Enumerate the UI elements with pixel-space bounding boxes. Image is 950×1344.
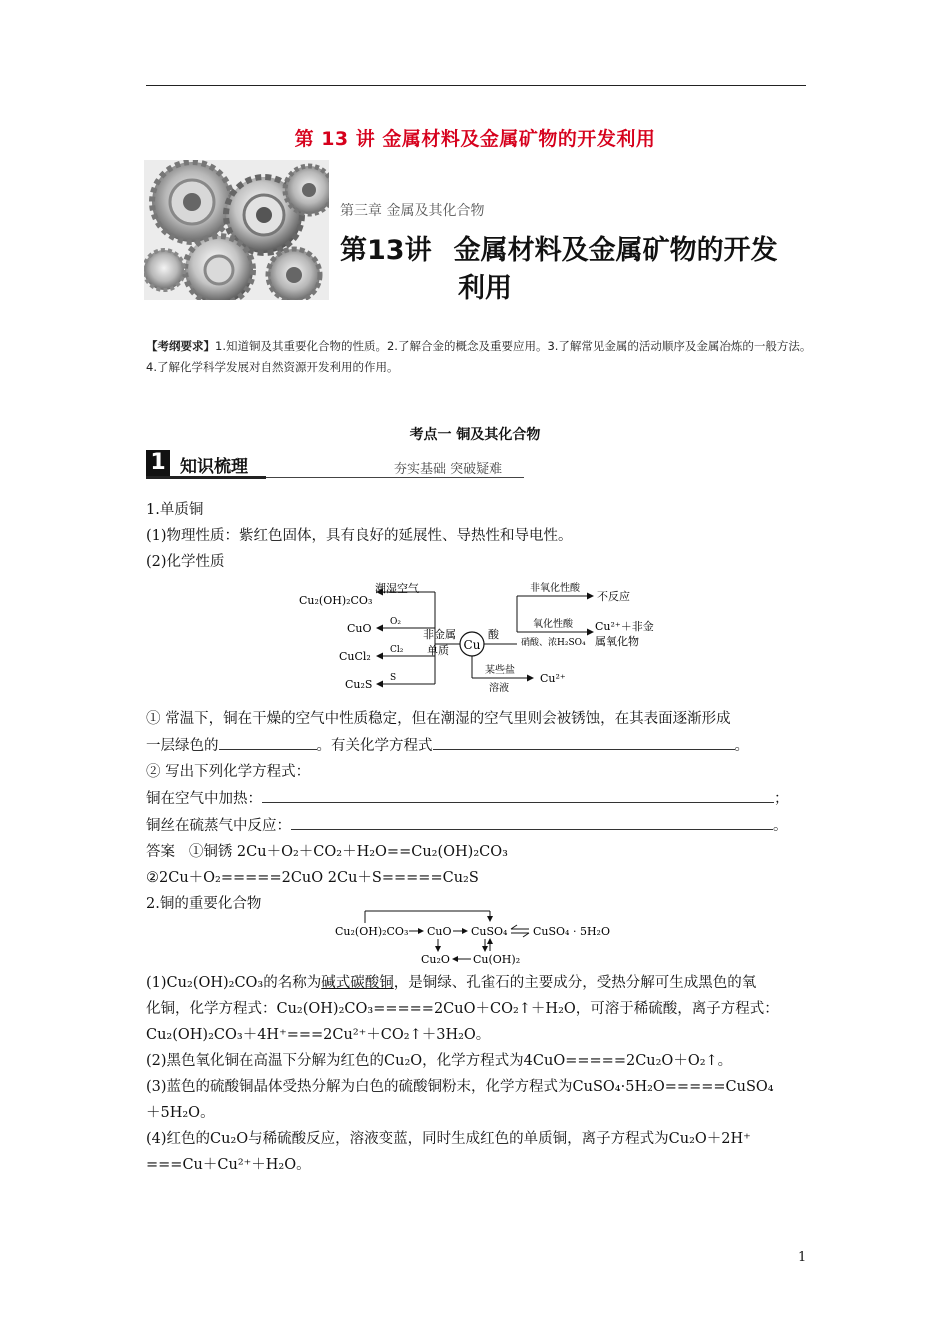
- requirements-tag: 【考纲要求】: [146, 339, 215, 353]
- cond-oxidizing-acid: 氧化性酸: [533, 619, 573, 630]
- requirements-text: 1.知道铜及其重要化合物的性质。2.了解合金的概念及重要应用。3.了解常见金属的活动顺序及金属冶炼的一般方法。4.了解化学科学发展对自然资源开发利用的作用。: [146, 339, 812, 374]
- q4-label: 铜丝在硫蒸气中反应：: [146, 818, 291, 834]
- lesson-title-line1: 金属材料及金属矿物的开发: [453, 235, 778, 266]
- cond-cl2: Cl₂: [390, 645, 404, 655]
- cond-nonmetal: 非金属: [423, 628, 456, 641]
- cond-nonoxidizing-acid: 非氧化性酸: [530, 583, 580, 594]
- para-1-line3: Cu₂(OH)₂CO₃＋4H⁺===2Cu²⁺＋CO₂↑＋3H₂O。: [146, 1027, 491, 1043]
- answer-2: ②2Cu＋O₂=====2CuO 2Cu＋S=====Cu₂S: [146, 870, 479, 886]
- p1-post: ，是铜绿、孔雀石的主要成分，受热分解可生成黑色的氧: [393, 975, 757, 991]
- page-number: 1: [798, 1250, 807, 1265]
- cond-nitric-sulfuric: 硝酸、浓H₂SO₄: [521, 638, 586, 648]
- question-3: [146, 785, 811, 812]
- para-1-line1: [146, 970, 811, 996]
- result-oxide: 属氧化物: [595, 635, 639, 648]
- cond-solution: 溶液: [489, 683, 509, 694]
- lesson-title-line2: 利用: [458, 273, 512, 304]
- node-cu2o: Cu₂O: [421, 953, 450, 966]
- result-cu2-nonmetal: Cu²⁺＋非金: [595, 620, 654, 633]
- node-cuo: CuO: [427, 925, 452, 938]
- cond-humid-air: 潮湿空气: [375, 582, 419, 595]
- product-cucl2: CuCl₂: [339, 650, 371, 663]
- answer-blank-2[interactable]: [433, 732, 735, 750]
- section-heading: 考点一 铜及其化合物: [409, 427, 541, 443]
- q1-mid: 。有关化学方程式: [316, 738, 433, 754]
- answer-blank-4[interactable]: [291, 812, 773, 830]
- section-subtitle: 夯实基础 突破疑难: [394, 462, 503, 477]
- copper-reactions-diagram: [295, 578, 665, 698]
- gears-image: [144, 160, 329, 300]
- answer-blank-3[interactable]: [262, 785, 774, 803]
- requirements: [146, 336, 814, 378]
- lesson-number: 第13讲: [340, 235, 432, 266]
- chemical-properties-heading: (2)化学性质: [146, 554, 225, 570]
- result-no-reaction: 不反应: [597, 590, 630, 603]
- question-4: [146, 812, 811, 839]
- cond-o2: O₂: [390, 617, 401, 627]
- product-basic-carbonate: Cu₂(OH)₂CO₃: [299, 594, 373, 607]
- section-number-badge: 1: [146, 450, 170, 476]
- q1-end: 。: [734, 738, 749, 754]
- product-cu2s: Cu₂S: [345, 678, 373, 691]
- question-2: ② 写出下列化学方程式：: [146, 764, 311, 780]
- section-label: 知识梳理: [180, 457, 248, 477]
- para-4-line2: ===Cu＋Cu²⁺＋H₂O。: [146, 1157, 311, 1173]
- question-1-line2: [146, 732, 811, 759]
- chapter-label: 第三章 金属及其化合物: [340, 203, 485, 219]
- para-1-line2: 化铜，化学方程式：Cu₂(OH)₂CO₃=====2CuO＋CO₂↑＋H₂O，可溶于稀硫酸，离子方程式：: [146, 1001, 779, 1017]
- node-basic-carbonate: Cu₂(OH)₂CO₃: [335, 925, 409, 938]
- compounds-diagram: [335, 905, 625, 967]
- q3-label: 铜在空气中加热：: [146, 791, 262, 807]
- body-part1: [146, 497, 811, 575]
- physical-properties: (1)物理性质：紫红色固体，具有良好的延展性、导热性和导电性。: [146, 528, 573, 544]
- node-cuso4: CuSO₄: [471, 925, 508, 938]
- answer-blank-1[interactable]: [219, 732, 317, 750]
- p1-underlined-answer: 碱式碳酸铜: [321, 975, 394, 991]
- cond-acid: 酸: [488, 628, 499, 641]
- para-3-line2: ＋5H₂O。: [146, 1105, 215, 1121]
- lesson-title: [340, 228, 778, 267]
- p1-pre: (1)Cu₂(OH)₂CO₃的名称为: [146, 975, 322, 991]
- cond-elemental: 单质: [427, 644, 449, 657]
- cond-some-salt: 某些盐: [485, 665, 515, 676]
- node-cuso4-hydrate: CuSO₄ · 5H₂O: [533, 925, 610, 938]
- top-rule: [146, 85, 806, 86]
- node-cuoh2: Cu(OH)₂: [473, 953, 521, 966]
- cond-s: S: [390, 673, 397, 683]
- body-part2: [146, 706, 811, 917]
- question-1-line1: ① 常温下，铜在干燥的空气中性质稳定，但在潮湿的空气里则会被锈蚀，在其表面逐渐形成: [146, 711, 731, 727]
- answer-line-1: [146, 839, 811, 865]
- cu-label: Cu: [463, 638, 481, 652]
- page-title: 第 13 讲 金属材料及金属矿物的开发利用: [294, 128, 656, 150]
- para-3-line1: (3)蓝色的硫酸铜晶体受热分解为白色的硫酸铜粉末，化学方程式为CuSO₄·5H₂O=====CuSO₄: [146, 1079, 774, 1095]
- q4-end: 。: [773, 818, 788, 834]
- body-part3: [146, 970, 811, 1178]
- product-cuo: CuO: [347, 622, 372, 635]
- q3-end: ；: [774, 791, 789, 807]
- heading-elemental-copper: 1.单质铜: [146, 502, 204, 518]
- heading-copper-compounds: 2.铜的重要化合物: [146, 896, 262, 912]
- result-cu2plus: Cu²⁺: [540, 672, 566, 685]
- answer-label: 答案: [146, 844, 175, 860]
- para-4-line1: (4)红色的Cu₂O与稀硫酸反应，溶液变蓝，同时生成红色的单质铜，离子方程式为Cu₂O＋2H⁺: [146, 1131, 751, 1147]
- q1-pre: 一层绿色的: [146, 738, 219, 754]
- para-2: (2)黑色氧化铜在高温下分解为红色的Cu₂O，化学方程式为4CuO=====2Cu₂O＋O₂↑。: [146, 1053, 733, 1069]
- answer-1: ①铜锈 2Cu＋O₂＋CO₂＋H₂O==Cu₂(OH)₂CO₃: [188, 844, 508, 860]
